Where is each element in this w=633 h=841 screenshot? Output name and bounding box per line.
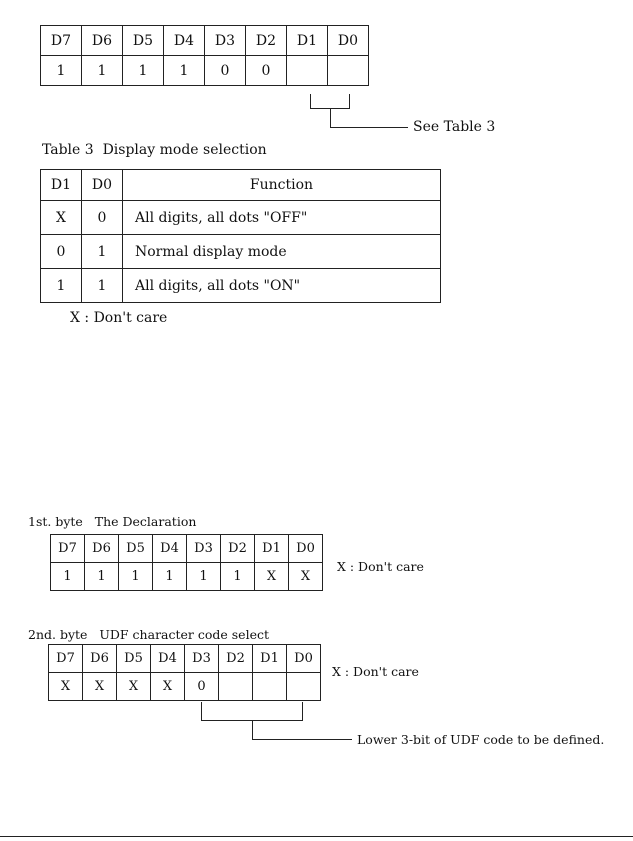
- table3-note: X : Don't care: [70, 310, 168, 326]
- bit-value: 0: [205, 56, 246, 86]
- byte1-note: X : Don't care: [337, 559, 424, 574]
- table3-caption: Table 3 Display mode selection: [42, 142, 267, 158]
- byte2-value-row: [49, 673, 321, 701]
- cell-function: All digits, all dots "ON": [123, 269, 441, 303]
- bit-header: D0: [328, 26, 369, 56]
- cell-d0: 1: [82, 269, 123, 303]
- page-bottom-rule: [0, 836, 633, 837]
- bit-value: 1: [41, 56, 82, 86]
- register-top-header-row: [41, 26, 369, 56]
- table3-header-row: [41, 170, 441, 201]
- bit-value: [328, 56, 369, 86]
- bit-header: D0: [289, 535, 323, 563]
- bit-value: 1: [153, 563, 187, 591]
- udf-code-callout: Lower 3-bit of UDF code to be defined.: [357, 732, 605, 747]
- bit-value: [219, 673, 253, 701]
- byte2-table: [48, 644, 321, 701]
- cell-d1: X: [41, 201, 82, 235]
- bit-value: [253, 673, 287, 701]
- bit-header: D3: [205, 26, 246, 56]
- byte1-value-row: [51, 563, 323, 591]
- bit-header: D6: [83, 645, 117, 673]
- bit-header: D0: [287, 645, 321, 673]
- table-row: [41, 269, 441, 303]
- register-top-value-row: [41, 56, 369, 86]
- bit-value: 1: [221, 563, 255, 591]
- bit-header: D3: [185, 645, 219, 673]
- cell-d0: 1: [82, 235, 123, 269]
- bit-header: D1: [255, 535, 289, 563]
- cell-d0: 0: [82, 201, 123, 235]
- bit-value: 1: [164, 56, 205, 86]
- bit-header: D1: [287, 26, 328, 56]
- bit-value: 1: [82, 56, 123, 86]
- bit-value: [287, 673, 321, 701]
- cell-d1: 1: [41, 269, 82, 303]
- byte1-header-row: [51, 535, 323, 563]
- see-table-3-callout: See Table 3: [413, 119, 496, 135]
- bit-header: D2: [221, 535, 255, 563]
- bit-header: D1: [253, 645, 287, 673]
- bit-header: D5: [119, 535, 153, 563]
- bit-value: X: [255, 563, 289, 591]
- bit-value: X: [117, 673, 151, 701]
- bit-header: D5: [117, 645, 151, 673]
- bit-header: D4: [153, 535, 187, 563]
- byte2-header-row: [49, 645, 321, 673]
- bit-header: D4: [151, 645, 185, 673]
- bit-value: 1: [85, 563, 119, 591]
- bit-header: D2: [246, 26, 287, 56]
- col-header-function: Function: [123, 170, 441, 201]
- bit-value: 0: [185, 673, 219, 701]
- col-header-d0: D0: [82, 170, 123, 201]
- byte1-table: [50, 534, 323, 591]
- bit-header: D6: [82, 26, 123, 56]
- byte1-label: 1st. byte The Declaration: [28, 514, 197, 529]
- bit-header: D3: [187, 535, 221, 563]
- cell-d1: 0: [41, 235, 82, 269]
- bit-value: X: [289, 563, 323, 591]
- bit-header: D5: [123, 26, 164, 56]
- cell-function: Normal display mode: [123, 235, 441, 269]
- byte2-note: X : Don't care: [332, 664, 419, 679]
- bit-header: D7: [41, 26, 82, 56]
- bit-value: X: [83, 673, 117, 701]
- display-mode-table: [40, 169, 441, 303]
- bit-value: X: [151, 673, 185, 701]
- bit-header: D4: [164, 26, 205, 56]
- bit-value: 1: [123, 56, 164, 86]
- bit-header: D2: [219, 645, 253, 673]
- bit-header: D6: [85, 535, 119, 563]
- bit-value: 0: [246, 56, 287, 86]
- register-top-table: [40, 25, 369, 86]
- bit-value: X: [49, 673, 83, 701]
- cell-function: All digits, all dots "OFF": [123, 201, 441, 235]
- table-row: [41, 235, 441, 269]
- bit-header: D7: [51, 535, 85, 563]
- bit-value: 1: [187, 563, 221, 591]
- table-row: [41, 201, 441, 235]
- byte2-label: 2nd. byte UDF character code select: [28, 627, 269, 642]
- bit-value: 1: [119, 563, 153, 591]
- bit-value: 1: [51, 563, 85, 591]
- bit-value: [287, 56, 328, 86]
- bit-header: D7: [49, 645, 83, 673]
- col-header-d1: D1: [41, 170, 82, 201]
